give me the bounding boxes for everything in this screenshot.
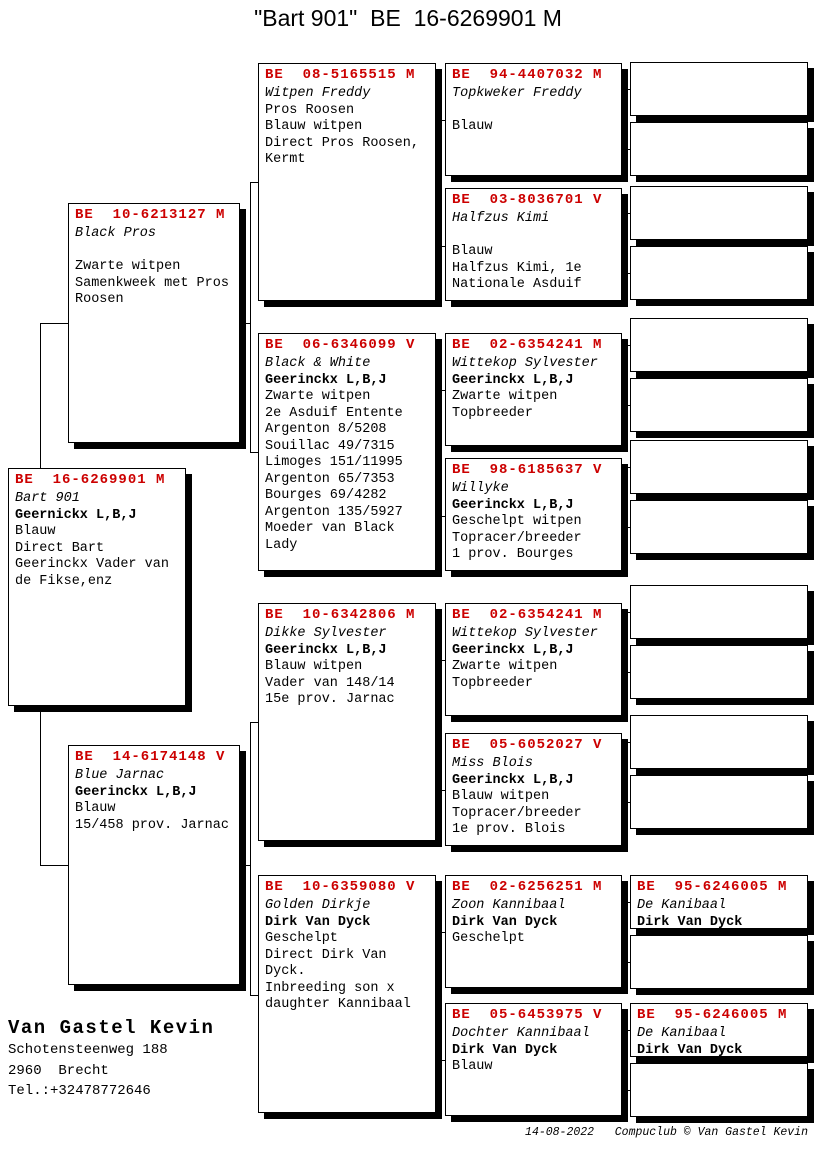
pigeon-name: Willyke bbox=[452, 481, 509, 496]
pedigree-box-gggparent-13 bbox=[630, 875, 808, 929]
ring-number: BE 02-6354241 M bbox=[452, 607, 603, 623]
pigeon-info-line bbox=[452, 228, 619, 245]
pigeon-details bbox=[446, 85, 621, 136]
owner-block bbox=[8, 1016, 214, 1102]
ring-number: BE 02-6256251 M bbox=[452, 879, 603, 895]
pigeon-name: Wittekop Sylvester bbox=[452, 356, 598, 371]
pigeon-info-line: Geerinckx L,B,J bbox=[265, 642, 387, 658]
pedigree-box-ggparent-7 bbox=[445, 875, 622, 988]
ring-number: BE 10-6359080 V bbox=[265, 879, 416, 895]
pigeon-info-line: Topbreeder bbox=[452, 405, 534, 421]
connector-line bbox=[240, 865, 250, 866]
connector-line bbox=[626, 345, 630, 346]
connector-line bbox=[626, 742, 627, 802]
connector-line bbox=[626, 89, 630, 90]
pigeon-details bbox=[259, 625, 435, 709]
pigeon-info-line: Topbreeder bbox=[452, 675, 534, 691]
pedigree-box-grandparent-3 bbox=[258, 603, 436, 841]
pigeon-details bbox=[259, 355, 435, 554]
pigeon-info-line bbox=[75, 243, 237, 260]
pedigree-box-empty bbox=[630, 775, 808, 829]
connector-line bbox=[440, 120, 441, 246]
connector-line bbox=[40, 865, 68, 866]
ring-number: BE 10-6213127 M bbox=[75, 207, 226, 223]
pigeon-details bbox=[259, 897, 435, 1014]
pigeon-info-line: Limoges 151/11995 bbox=[265, 455, 403, 470]
connector-line bbox=[40, 706, 41, 865]
pedigree-box-grandparent-4 bbox=[258, 875, 436, 1113]
pigeon-name: Halfzus Kimi bbox=[452, 211, 550, 226]
pigeon-info-line: Roosen bbox=[75, 292, 124, 307]
connector-line bbox=[250, 182, 258, 183]
pedigree-box-dam bbox=[68, 745, 240, 985]
pigeon-info-line: Blauw bbox=[452, 119, 493, 134]
pigeon-info-line: 15e prov. Jarnac bbox=[265, 692, 395, 707]
ring-number: BE 10-6342806 M bbox=[265, 607, 416, 623]
owner-address-street: Schotensteenweg 188 bbox=[8, 1042, 168, 1058]
pedigree-box-ggparent-5 bbox=[445, 603, 622, 716]
pedigree-box-empty bbox=[630, 318, 808, 372]
pigeon-info-line: Geschelpt bbox=[265, 931, 338, 946]
pigeon-name: Witpen Freddy bbox=[265, 86, 371, 101]
ring-number: BE 08-5165515 M bbox=[265, 67, 416, 83]
connector-line bbox=[626, 742, 630, 743]
pigeon-info-line: Geerinckx L,B,J bbox=[265, 372, 387, 388]
connector-line bbox=[240, 323, 250, 324]
pigeon-info-line: Zwarte witpen bbox=[452, 659, 558, 674]
pedigree-box-empty bbox=[630, 585, 808, 639]
pigeon-info-line: Halfzus Kimi, 1e bbox=[452, 260, 582, 276]
connector-line bbox=[626, 213, 630, 214]
ring-number: BE 14-6174148 V bbox=[75, 749, 226, 765]
connector-line bbox=[250, 722, 251, 995]
pigeon-details bbox=[446, 1025, 621, 1076]
connector-line bbox=[626, 345, 627, 405]
connector-line bbox=[626, 149, 630, 150]
pigeon-info-line: Geerinckx L,B,J bbox=[452, 497, 574, 513]
pedigree-box-ggparent-1 bbox=[445, 63, 622, 176]
pigeon-name: De Kanibaal bbox=[637, 1026, 727, 1041]
connector-line bbox=[626, 527, 630, 528]
pedigree-box-empty bbox=[630, 378, 808, 432]
connector-line bbox=[440, 660, 441, 791]
connector-line bbox=[440, 246, 445, 247]
pigeon-info-line: Dyck. bbox=[265, 964, 306, 979]
pigeon-info-line: 1e prov. Blois bbox=[452, 822, 566, 837]
pigeon-info-line: Bourges 69/4282 bbox=[265, 488, 387, 503]
pigeon-info-line: daughter Kannibaal bbox=[265, 997, 411, 1012]
pigeon-name: Bart 901 bbox=[15, 491, 80, 506]
pigeon-info-line: Topracer/breeder bbox=[452, 530, 582, 546]
connector-line bbox=[440, 1060, 445, 1061]
ring-number: BE 94-4407032 M bbox=[452, 67, 603, 83]
connector-line bbox=[440, 516, 445, 517]
pigeon-info-line: Zwarte witpen bbox=[265, 389, 371, 404]
connector-line bbox=[40, 323, 68, 324]
pigeon-info-line: Zwarte witpen bbox=[452, 389, 558, 404]
connector-line bbox=[626, 902, 627, 962]
connector-line bbox=[626, 612, 627, 672]
pigeon-info-line: Direct Dirk Van bbox=[265, 947, 387, 963]
pigeon-name: De Kanibaal bbox=[637, 898, 727, 913]
pigeon-info-line: Geschelpt witpen bbox=[452, 514, 582, 529]
pedigree-box-grandparent-1 bbox=[258, 63, 436, 301]
pigeon-info-line: Vader van 148/14 bbox=[265, 675, 395, 691]
connector-line bbox=[250, 995, 258, 996]
connector-line bbox=[440, 790, 445, 791]
pigeon-info-line bbox=[452, 103, 619, 120]
pigeon-details bbox=[446, 897, 621, 948]
pigeon-info-line: Blauw witpen bbox=[265, 119, 363, 134]
pigeon-name: Dochter Kannibaal bbox=[452, 1026, 590, 1041]
connector-line bbox=[440, 390, 441, 516]
pigeon-info-line: Samenkweek met Pros bbox=[75, 275, 229, 291]
connector-line bbox=[626, 213, 627, 273]
connector-line bbox=[440, 660, 445, 661]
connector-line bbox=[626, 802, 630, 803]
pigeon-info-line: Topracer/breeder bbox=[452, 805, 582, 821]
pigeon-details bbox=[631, 1025, 807, 1057]
pigeon-details bbox=[446, 480, 621, 564]
pigeon-info-line: Geerinckx Vader van bbox=[15, 557, 169, 572]
connector-line bbox=[626, 1030, 630, 1031]
connector-line bbox=[440, 390, 445, 391]
pigeon-info-line: Geerinckx L,B,J bbox=[75, 784, 197, 800]
pedigree-box-ggparent-6 bbox=[445, 733, 622, 846]
pedigree-box-empty bbox=[630, 645, 808, 699]
pedigree-box-empty bbox=[630, 440, 808, 494]
pedigree-box-empty bbox=[630, 935, 808, 989]
connector-line bbox=[626, 405, 630, 406]
pigeon-info-line: Direct Bart bbox=[15, 540, 105, 556]
pigeon-details bbox=[69, 225, 239, 309]
connector-line bbox=[626, 962, 630, 963]
pigeon-details bbox=[446, 755, 621, 839]
pigeon-info-line: Geerinckx L,B,J bbox=[452, 772, 574, 788]
pedigree-box-sire bbox=[68, 203, 240, 443]
pigeon-info-line: Zwarte witpen bbox=[75, 259, 181, 274]
pedigree-box-empty bbox=[630, 122, 808, 176]
pigeon-info-line: Lady bbox=[265, 537, 298, 553]
connector-line bbox=[626, 467, 630, 468]
owner-phone: Tel.:+32478772646 bbox=[8, 1083, 151, 1099]
pigeon-details bbox=[446, 355, 621, 422]
pedigree-box-ggparent-4 bbox=[445, 458, 622, 571]
pigeon-details bbox=[446, 210, 621, 294]
pigeon-name: Zoon Kannibaal bbox=[452, 898, 566, 913]
ring-number: BE 98-6185637 V bbox=[452, 462, 603, 478]
pigeon-details bbox=[446, 625, 621, 692]
pedigree-box-empty bbox=[630, 715, 808, 769]
pigeon-name: Blue Jarnac bbox=[75, 768, 165, 783]
pigeon-info-line: 15/458 prov. Jarnac bbox=[75, 817, 229, 833]
ring-number: BE 03-8036701 V bbox=[452, 192, 603, 208]
connector-line bbox=[626, 89, 627, 149]
pigeon-info-line: Dirk Van Dyck bbox=[637, 1042, 743, 1057]
pedigree-box-empty bbox=[630, 1063, 808, 1117]
pedigree-box-grandparent-2 bbox=[258, 333, 436, 571]
ring-number: BE 95-6246005 M bbox=[637, 879, 788, 895]
connector-line bbox=[626, 672, 630, 673]
ring-number: BE 05-6052027 V bbox=[452, 737, 603, 753]
pigeon-info-line: Moeder van Black bbox=[265, 521, 395, 536]
pigeon-name: Golden Dirkje bbox=[265, 898, 371, 913]
pedigree-box-gggparent-15 bbox=[630, 1003, 808, 1057]
pigeon-info-line: Geerinckx L,B,J bbox=[452, 372, 574, 388]
connector-line bbox=[626, 612, 630, 613]
connector-line bbox=[40, 323, 41, 468]
pigeon-info-line: Geernickx L,B,J bbox=[15, 507, 137, 523]
ring-number: BE 06-6346099 V bbox=[265, 337, 416, 353]
pigeon-details bbox=[69, 767, 239, 834]
connector-line bbox=[626, 273, 630, 274]
pigeon-info-line: Blauw witpen bbox=[265, 659, 363, 674]
pigeon-name: Wittekop Sylvester bbox=[452, 626, 598, 641]
owner-address-city: 2960 Brecht bbox=[8, 1062, 109, 1079]
ring-number: BE 95-6246005 M bbox=[637, 1007, 788, 1023]
connector-line bbox=[626, 1090, 630, 1091]
report-footer: 14-08-2022 Compuclub © Van Gastel Kevin bbox=[525, 1126, 808, 1139]
pedigree-title: "Bart 901" BE 16-6269901 M bbox=[254, 5, 562, 31]
pigeon-info-line: Dirk Van Dyck bbox=[265, 914, 371, 930]
pigeon-info-line: Blauw bbox=[452, 244, 493, 259]
pigeon-info-line: 1 prov. Bourges bbox=[452, 547, 574, 562]
connector-line bbox=[626, 467, 627, 527]
pigeon-name: Topkweker Freddy bbox=[452, 86, 582, 101]
pedigree-box-empty bbox=[630, 62, 808, 116]
pigeon-name: Black Pros bbox=[75, 226, 157, 241]
connector-line bbox=[440, 932, 441, 1061]
pigeon-info-line: Dirk Van Dyck bbox=[452, 1042, 558, 1058]
pigeon-info-line: Kermt bbox=[265, 152, 306, 167]
connector-line bbox=[440, 932, 445, 933]
ring-number: BE 16-6269901 M bbox=[15, 472, 166, 488]
connector-line bbox=[440, 120, 445, 121]
pedigree-box-ggparent-3 bbox=[445, 333, 622, 446]
pigeon-details bbox=[259, 85, 435, 169]
pigeon-info-line: Argenton 135/5927 bbox=[265, 504, 403, 520]
pigeon-info-line: Argenton 65/7353 bbox=[265, 471, 395, 487]
pigeon-info-line: Souillac 49/7315 bbox=[265, 438, 395, 454]
pigeon-info-line: 2e Asduif Entente bbox=[265, 405, 403, 421]
connector-line bbox=[250, 452, 258, 453]
pedigree-box-empty bbox=[630, 500, 808, 554]
pigeon-info-line: Geschelpt bbox=[452, 931, 525, 946]
pigeon-info-line: Blauw witpen bbox=[452, 789, 550, 804]
connector-line bbox=[626, 1030, 627, 1090]
pigeon-name: Black & White bbox=[265, 356, 371, 371]
pigeon-info-line: Argenton 8/5208 bbox=[265, 422, 387, 437]
connector-line bbox=[626, 902, 630, 903]
pedigree-box-ggparent-2 bbox=[445, 188, 622, 301]
ring-number: BE 05-6453975 V bbox=[452, 1007, 603, 1023]
pigeon-info-line: Direct Pros Roosen, bbox=[265, 135, 419, 151]
pigeon-info-line: Blauw bbox=[75, 801, 116, 816]
connector-line bbox=[250, 722, 258, 723]
ring-number: BE 02-6354241 M bbox=[452, 337, 603, 353]
pigeon-details bbox=[9, 490, 185, 590]
pigeon-info-line: Blauw bbox=[452, 1059, 493, 1074]
pigeon-details bbox=[631, 897, 807, 929]
pedigree-box-empty bbox=[630, 186, 808, 240]
connector-line bbox=[250, 182, 251, 452]
pigeon-name: Miss Blois bbox=[452, 756, 534, 771]
pigeon-info-line: Pros Roosen bbox=[265, 102, 355, 118]
pigeon-info-line: Blauw bbox=[15, 524, 56, 539]
pedigree-box-subject bbox=[8, 468, 186, 706]
pigeon-info-line: Dirk Van Dyck bbox=[637, 914, 743, 929]
pigeon-info-line: Inbreeding son x bbox=[265, 980, 395, 996]
pedigree-box-empty bbox=[630, 246, 808, 300]
pedigree-box-ggparent-8 bbox=[445, 1003, 622, 1116]
pigeon-info-line: de Fikse,enz bbox=[15, 573, 113, 589]
owner-name: Van Gastel Kevin bbox=[8, 1017, 215, 1039]
pigeon-info-line: Geerinckx L,B,J bbox=[452, 642, 574, 658]
pigeon-info-line: Dirk Van Dyck bbox=[452, 914, 558, 930]
pigeon-name: Dikke Sylvester bbox=[265, 626, 387, 641]
pigeon-info-line: Nationale Asduif bbox=[452, 277, 582, 292]
